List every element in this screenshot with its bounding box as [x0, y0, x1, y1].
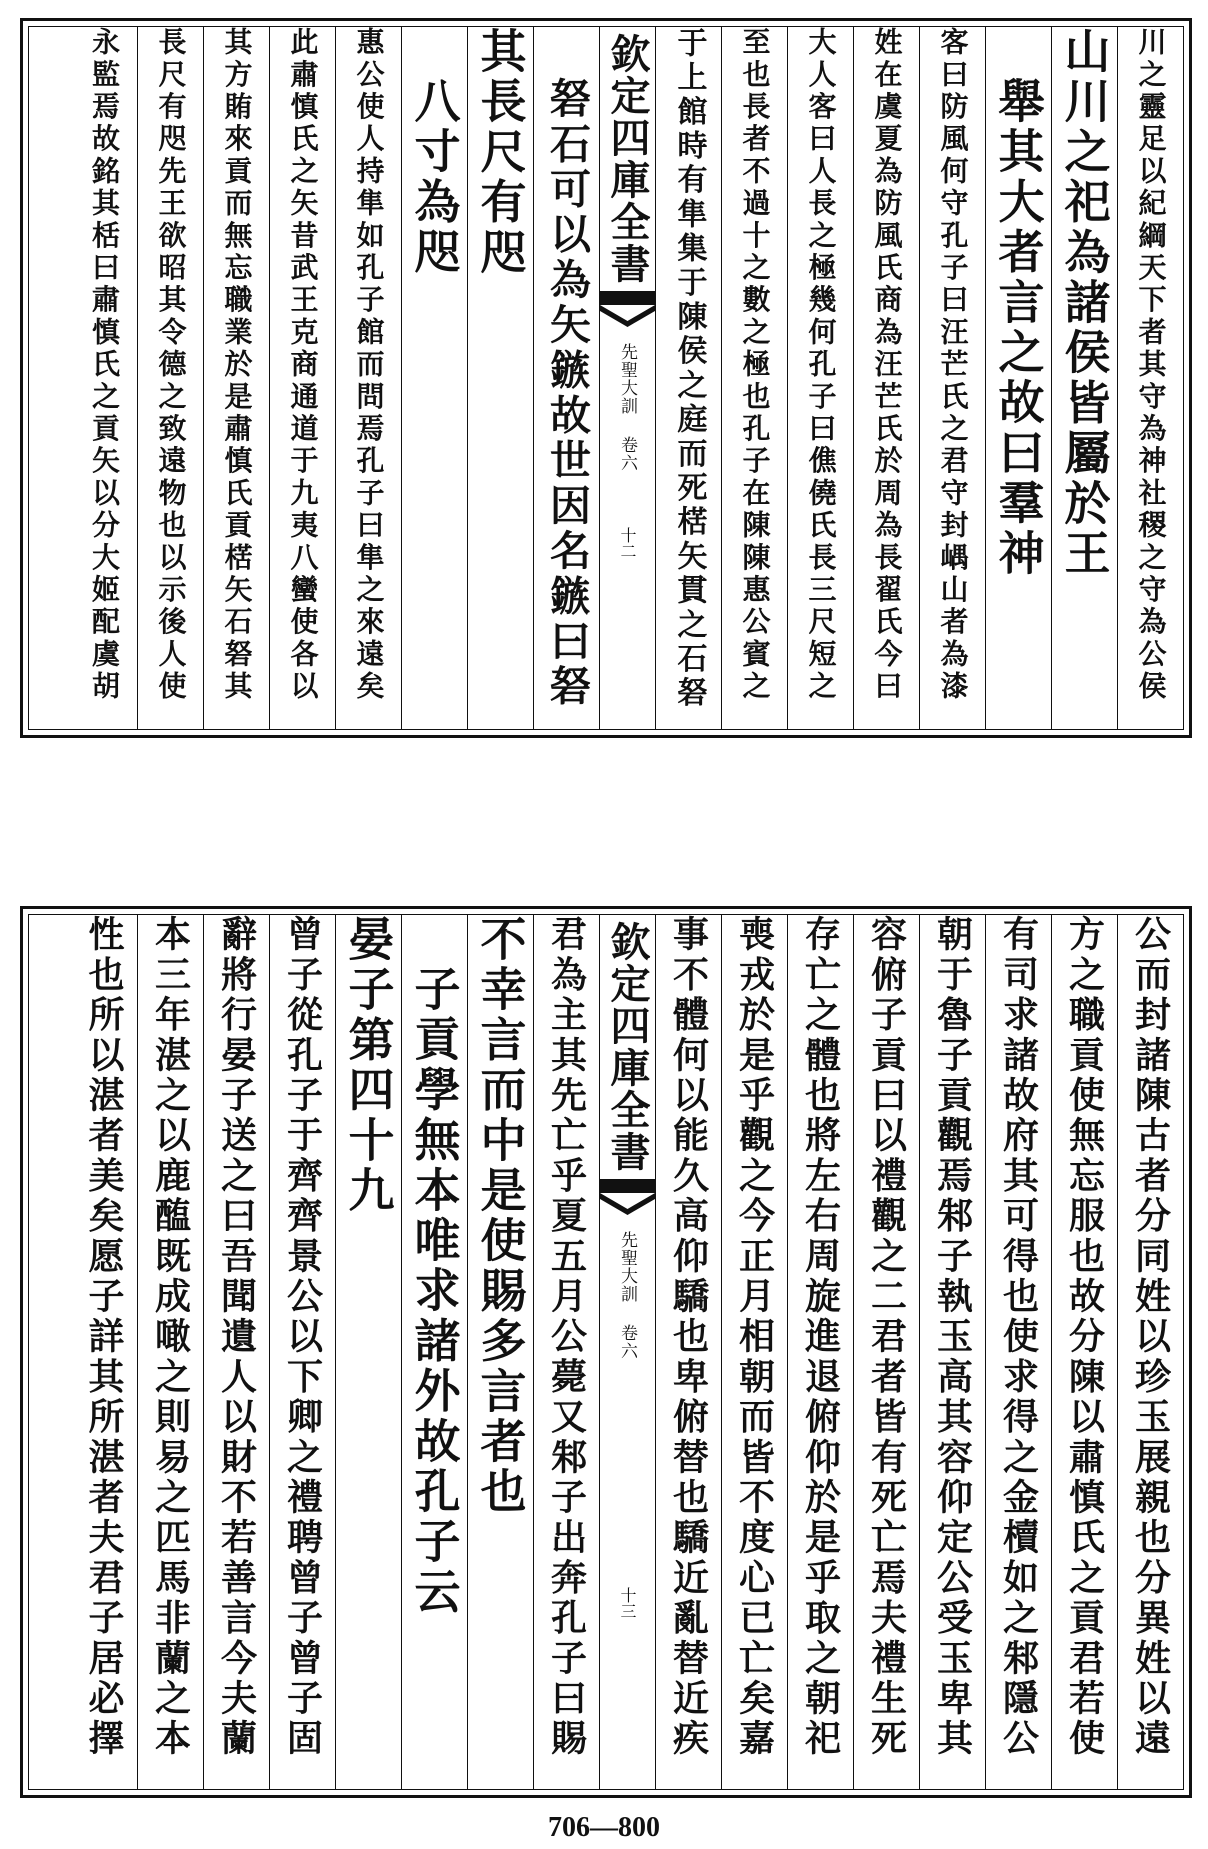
lower-page-frame: [28, 914, 1184, 1790]
main-text: 川之靈足以紀綱天下者其守為神社稷之守為公侯: [1134, 27, 1168, 704]
main-text: 不幸言而中是使賜多言者也: [473, 915, 528, 1518]
main-text: 大人客曰人長之極幾何孔子曰僬僥氏長三尺短之: [804, 27, 838, 704]
text-column: [203, 27, 269, 729]
text-column: [467, 915, 533, 1789]
center-margin: [599, 915, 655, 1789]
main-text: 此肅慎氏之矢昔武王克商通道于九夷八蠻使各以: [286, 27, 320, 704]
center-margin: [599, 27, 655, 729]
section-subtitle: 先聖大訓 卷六: [617, 1231, 637, 1360]
main-text: 存亡之體也將左右周旋進退俯仰於是乎取之朝祀: [799, 915, 842, 1760]
text-column: [655, 27, 721, 729]
text-column: [985, 915, 1051, 1789]
main-text: 方之職貢使無忘服也故分陳以肅慎氏之貢君若使: [1063, 915, 1106, 1760]
upper-page: [20, 18, 1192, 738]
text-column: [1051, 915, 1117, 1789]
text-column: [1051, 27, 1117, 729]
text-column: [919, 915, 985, 1789]
text-column: [853, 27, 919, 729]
page-footer-number: 706—800: [548, 1812, 660, 1843]
main-text: 容俯子貢曰以禮觀之二君者皆有死亡焉夫禮生死: [865, 915, 908, 1760]
text-column: [533, 915, 599, 1789]
text-column: [721, 915, 787, 1789]
text-column: [787, 915, 853, 1789]
fishtail-mark-icon: [600, 291, 655, 337]
text-column: [1117, 27, 1183, 729]
commentary-text: 舉其大者言之故曰羣神: [991, 77, 1046, 579]
text-column: [71, 27, 137, 729]
main-text: 本三年湛之以鹿醢既成噉之則易之匹馬非蘭之本: [149, 915, 192, 1760]
main-text: 公而封諸陳古者分同姓以珍玉展親也分異姓以遠: [1129, 915, 1172, 1760]
main-text: 君為主其先亡乎夏五月公薨又邾子出奔孔子曰賜: [545, 915, 588, 1760]
text-column: [853, 915, 919, 1789]
main-text: 辭將行晏子送之曰吾聞遺人以財不若善言今夫蘭: [215, 915, 258, 1760]
text-column: [137, 27, 203, 729]
main-text: 晏子第四十九: [341, 915, 396, 1217]
text-column: [721, 27, 787, 729]
text-column: [533, 27, 599, 729]
main-text: 姓在虞夏為防風氏商為汪芒氏於周為長翟氏今曰: [870, 27, 904, 704]
main-text: 喪戎於是乎觀之今正月相朝而皆不度心已亡矣嘉: [733, 915, 776, 1760]
leaf-number: 十三: [618, 1587, 637, 1619]
lower-page: [20, 906, 1192, 1798]
main-text: 山川之祀為諸侯皆屬於王: [1057, 27, 1112, 580]
text-column: [137, 915, 203, 1789]
text-column: [71, 915, 137, 1789]
commentary-text: 八寸為咫: [407, 77, 462, 278]
main-text: 其方賄來貢而無忘職業於是肅慎氏貢楛矢石砮其: [220, 27, 254, 704]
text-column: [787, 27, 853, 729]
main-text: 客曰防風何守孔子曰汪芒氏之君守封嵎山者為漆: [936, 27, 970, 704]
main-text: 性也所以湛者美矣愿子詳其所湛者夫君子居必擇: [83, 915, 125, 1760]
main-text: 于上館時有隼集于陳侯之庭而死楛矢貫之石砮: [671, 27, 707, 711]
upper-page-frame: [28, 26, 1184, 730]
book-title: 欽定四庫全書: [604, 33, 651, 285]
text-column: [985, 27, 1051, 729]
main-text: 事不體何以能久高仰驕也卑俯替也驕近亂替近疾: [667, 915, 710, 1760]
main-text: 曾子從孔子于齊齊景公以下卿之禮聘曾子曾子固: [281, 915, 324, 1760]
main-text: 永監焉故銘其栝曰肅慎氏之貢矢以分大姬配虞胡: [88, 27, 121, 704]
main-text: 有司求諸故府其可得也使求得之金櫝如之邾隱公: [997, 915, 1040, 1760]
main-text: 其長尺有咫: [473, 27, 528, 278]
text-column: [401, 27, 467, 729]
text-column: [919, 27, 985, 729]
text-column: [1117, 915, 1183, 1789]
commentary-text: 子貢學無本唯求諸外故孔子云: [407, 965, 462, 1618]
text-column: [269, 915, 335, 1789]
text-column: [335, 915, 401, 1789]
main-text: 朝于魯子貢觀焉邾子執玉高其容仰定公受玉卑其: [931, 915, 974, 1760]
section-subtitle: 先聖大訓 卷六: [617, 343, 637, 472]
text-column: [269, 27, 335, 729]
text-column: [467, 27, 533, 729]
book-title: 欽定四庫全書: [604, 921, 651, 1173]
text-column: [401, 915, 467, 1789]
leaf-number: 十二: [618, 527, 637, 559]
text-column: [203, 915, 269, 1789]
main-text: 長尺有咫先王欲昭其令德之致遠物也以示後人使: [154, 27, 188, 704]
main-text: 至也長者不過十之數之極也孔子在陳陳惠公賓之: [738, 27, 772, 704]
fishtail-mark-icon: [600, 1179, 655, 1225]
main-text: 惠公使人持隼如孔子館而問焉孔子曰隼之來遠矣: [352, 27, 386, 704]
text-column: [335, 27, 401, 729]
text-column: [655, 915, 721, 1789]
commentary-text: 砮石可以為矢鏃故世因名鏃曰砮: [543, 77, 591, 710]
